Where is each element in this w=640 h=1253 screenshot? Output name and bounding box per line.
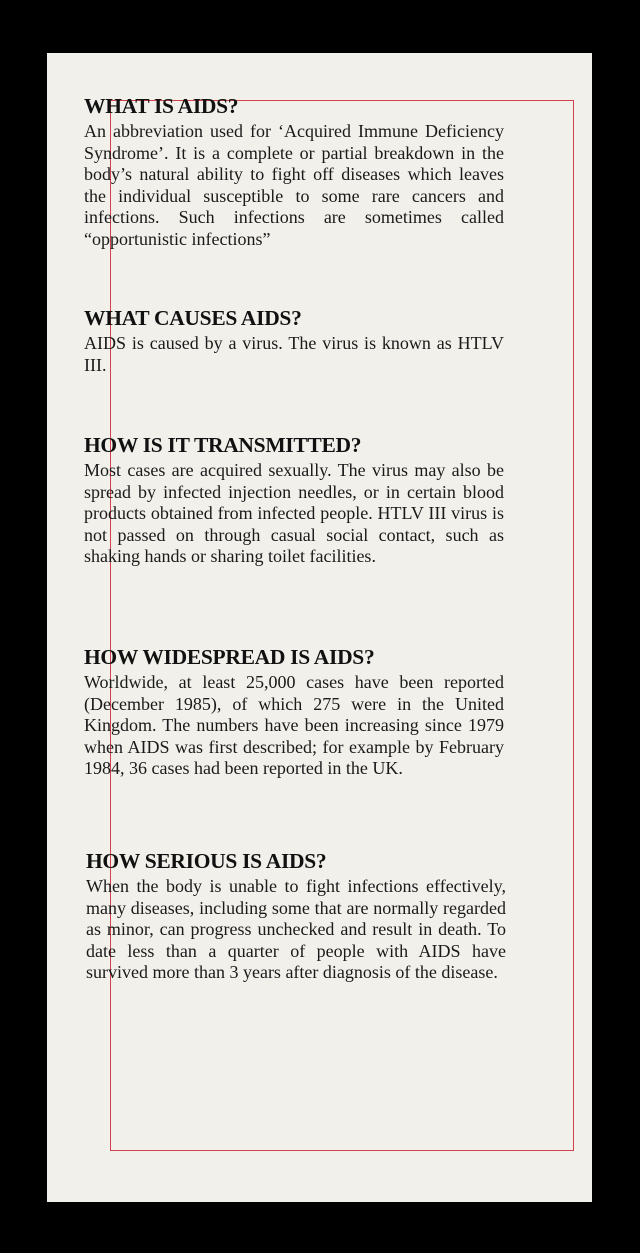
section-how-transmitted — [84, 433, 504, 568]
red-border-frame — [110, 100, 574, 1151]
section-what-is-aids — [84, 94, 504, 250]
section-body: AIDS is caused by a virus. The virus is known as HTLV III. — [84, 333, 504, 375]
section-heading: WHAT IS AIDS? — [84, 94, 239, 118]
section-heading: HOW WIDESPREAD IS AIDS? — [84, 645, 375, 669]
section-how-serious — [86, 849, 506, 984]
section-body: When the body is unable to fight infections effectively, many diseases, including some that are normally regarded as minor, can progress unchecked and result in death. To date less than a quarter of people with AIDS have survived more than 3 years after diagnosis of the disease. — [86, 876, 506, 982]
section-heading: HOW SERIOUS IS AIDS? — [86, 849, 327, 873]
section-body: An abbreviation used for ‘Acquired Immune Deficiency Syndrome’. It is a complete or partial breakdown in the body’s natural ability to fight off diseases which leaves the individual susceptible to some rare cancers and infections. Such infections are sometimes called “opportunistic infections” — [84, 121, 504, 249]
section-body: Most cases are acquired sexually. The virus may also be spread by infected injection needles, or in certain blood products obtained from infected people. HTLV III virus is not passed on through casual social contact, such as shaking hands or sharing toilet facilities. — [84, 460, 504, 566]
section-heading: WHAT CAUSES AIDS? — [84, 306, 302, 330]
section-heading: HOW IS IT TRANSMITTED? — [84, 433, 362, 457]
section-what-causes-aids — [84, 306, 504, 376]
section-how-widespread — [84, 645, 504, 780]
section-body: Worldwide, at least 25,000 cases have been reported (December 1985), of which 275 were in the United Kingdom. The numbers have been increasing since 1979 when AIDS was first described; for example by February 1984, 36 cases had been reported in the UK. — [84, 672, 504, 778]
